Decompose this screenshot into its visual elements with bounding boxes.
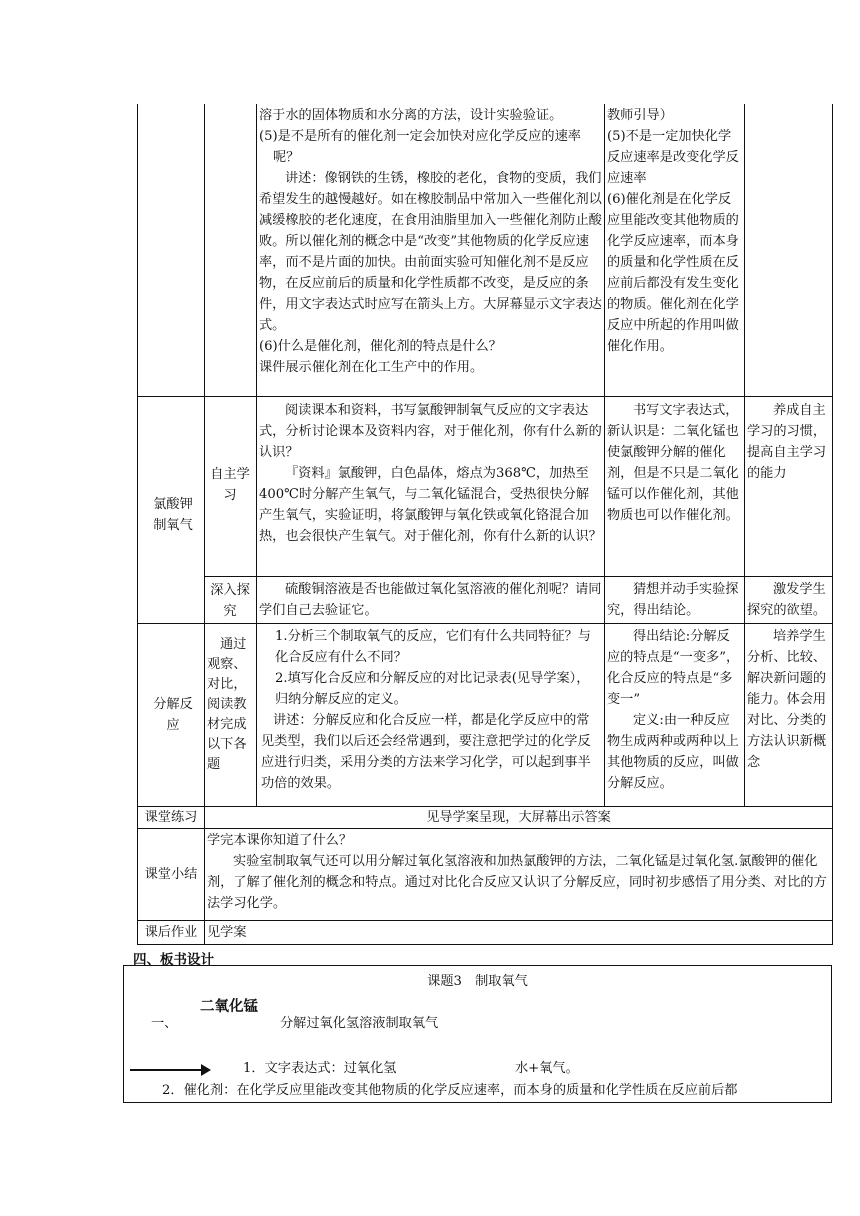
board-item1-product: 水+氧气。 [515, 1061, 579, 1076]
homework-label: 课后作业 [144, 925, 198, 940]
teacher-question-6: (6)什么是催化剂，催化剂的特点是什么？ [259, 339, 502, 354]
explore-intent: 激发学生探究的欲望。 [747, 582, 827, 618]
decomp-explanation: 讲述：分解反应和化合反应一样，都是化学反应中的常见类型，我们以后还会经常遇到，要注意把学过的化学反应进行归类，采用分类的方法来学习化学，可以起到事半功倍的效果。 [261, 713, 591, 791]
board-item2: 2．催化剂：在化学反应里能改变其他物质的化学反应速率，而本身的质量和化学性质在反应前后都 [162, 1083, 738, 1098]
teacher-question-5: (5)是不是所有的催化剂一定会加快对应化学反应的速率呢？ [259, 129, 581, 165]
decomp-intent: 培养学生分析、比较、解决新问题的能力。体会用对比、分类的方法认识新概念 [747, 629, 827, 770]
homework-content-cell [207, 922, 827, 944]
decomp-task-1: 1.分析三个制取氧气的反应，它们有什么共同特征？与化合反应有什么不同？ [275, 629, 591, 665]
summary-question: 学完本课你知道了什么？ [207, 833, 353, 848]
summary-label-cell [138, 829, 204, 920]
summary-label: 课堂小结 [144, 867, 198, 882]
board-item1-text: 分解过氧化氢溶液制取氧气 [280, 1016, 439, 1031]
kclo3-intent-cell [745, 400, 832, 576]
kclo3-student-answer: 书写文字表达式，新认识是：二氧化锰也使氯酸钾分解的催化剂，但是不只是二氧化锰可以作催化剂，其他物质也可以作催化剂。 [607, 403, 739, 523]
board-section-title: 四、板书设计 [133, 952, 214, 968]
kclo3-student-cell [605, 400, 744, 576]
explore-teacher: 硫酸铜溶液是否也能做过氧化氢溶液的催化剂呢？请同学们自己去验证它。 [259, 582, 602, 618]
homework-label-cell [138, 921, 204, 944]
student-answer-6: (6)催化剂是在化学反应里能改变其他物质的化学反应速率，而本身的质量和化学性质在反应前后都没有发生变化的物质。催化剂在化学反应中所起的作用叫做催化作用。 [607, 192, 739, 354]
reaction-arrow-head [201, 1064, 211, 1076]
board-title: 课题3 制取氧气 [427, 974, 528, 989]
catalyst-student-cell [605, 105, 744, 396]
explore-intent-cell [745, 579, 832, 623]
summary-content-cell [205, 830, 832, 920]
student-line-1: 教师引导） [607, 108, 673, 123]
teacher-explanation: 讲述：像钢铁的生锈，橡胶的老化，食物的变质，我们希望发生的越慢越好。如在橡胶制品中常加入一些催化剂以减缓橡胶的老化速度，在食用油脂里加入一些催化剂防止酸败。所以催化剂的概念中是“改变”其他物质的化学反应速率，而不是片面的加快。由前面实验可知催化剂不是反应物，在反应前后的质量和化学性质都不改变，是反应的条件，用文字表达式时应写在箭头上方。大屏幕显示文字表达式。 [259, 171, 602, 333]
board-catalyst-label: 二氧化锰 [200, 999, 258, 1015]
explore-teacher-cell [257, 579, 604, 623]
decomp-task-2: 2.填写化合反应和分解反应的对比记录表(见导学案），归纳分解反应的定义。 [275, 671, 590, 707]
practice-label-cell [138, 807, 204, 828]
summary-text: 实验室制取氧气还可以用分解过氧化氢溶液和加热氯酸钾的方法，二氧化锰是过氧化氢.氯酸钾的催化剂，了解了催化剂的概念和特点。通过对比化合反应又认识了分解反应，同时初步感悟了用分类、对比的方法学习化学。 [207, 854, 827, 911]
board-item1-sub: 1．文字表达式：过氧化氢 [243, 1061, 397, 1076]
decomp-stage: 通过观察、对比，阅读教材完成以下各题 [207, 637, 247, 772]
kclo3-teacher-cell [257, 400, 604, 576]
kclo3-stage-cell [210, 460, 250, 510]
practice-label: 课堂练习 [144, 810, 198, 825]
practice-content: 见导学案呈现，大屏幕出示答案 [426, 810, 611, 825]
catalyst-teacher-cell [257, 105, 604, 396]
teacher-courseware-note: 课件展示催化剂在化工生产中的作用。 [259, 360, 484, 375]
decomp-stage-cell [206, 635, 254, 800]
decomp-intent-cell [745, 626, 832, 806]
kclo3-stage: 自主学习 [210, 467, 250, 503]
board-item1-number: 一、 [151, 1016, 178, 1031]
kclo3-intent: 养成自主学习的习惯，提高自主学习的能力 [747, 403, 827, 481]
teacher-line-1: 溶于水的固体物质和水分离的方法，设计实验验证。 [259, 108, 563, 123]
practice-content-cell [205, 807, 832, 828]
kclo3-teacher-task: 阅读课本和资料，书写氯酸钾制氧气反应的文字表达式，分析讨论课本及资料内容，对于催化剂，你有什么新的认识？ [259, 403, 602, 460]
explore-student: 猜想并动手实验探究，得出结论。 [607, 582, 739, 618]
kclo3-teacher-material: 『资料』氯酸钾，白色晶体，熔点为368℃，加热至400℃时分解产生氧气，与二氧化锰混合，受热很快分解产生氧气，实验证明，将氯酸钾与氧化铁或氧化铬混合加热，也会很快产生氧气。对于催化剂，你有什么新的认识？ [259, 466, 602, 544]
homework-content: 见学案 [207, 925, 247, 940]
explore-stage: 深入探究 [210, 583, 250, 619]
decomp-conclusion: 得出结论:分解反应的特点是“一变多”，化合反应的特点是“多变一” [607, 629, 740, 707]
explore-stage-cell [210, 579, 250, 623]
kclo3-topic: 氯酸钾制氧气 [153, 497, 193, 533]
kclo3-topic-cell [150, 470, 196, 560]
decomp-topic: 分解反应 [153, 697, 193, 733]
decomp-topic-cell [150, 690, 196, 740]
decomp-definition: 定义:由一种反应物生成两种或两种以上其他物质的反应，叫做分解反应。 [607, 713, 739, 791]
explore-student-cell [605, 579, 744, 623]
decomp-student-cell [605, 626, 744, 806]
reaction-arrow [130, 1069, 202, 1071]
student-answer-5: (5)不是一定加快化学反应速率是改变化学反应速率 [607, 129, 739, 186]
decomp-teacher-cell [257, 626, 604, 806]
